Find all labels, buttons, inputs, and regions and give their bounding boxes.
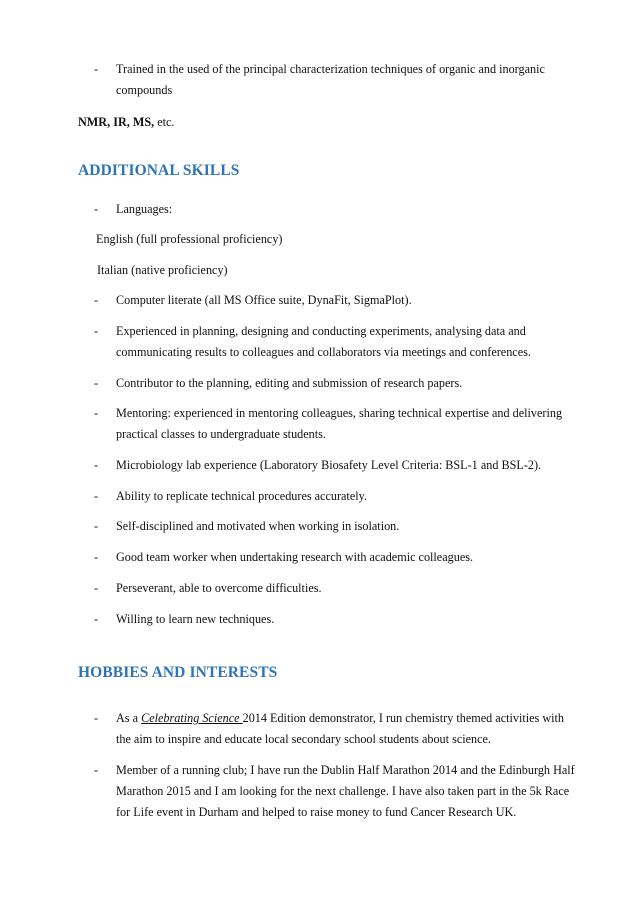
languages-label: Languages:: [116, 202, 173, 216]
section-heading-additional-skills: ADDITIONAL SKILLS: [78, 162, 240, 179]
bullet-dash: -: [94, 324, 99, 338]
bullet-dash: -: [94, 489, 99, 503]
skill-item: Ability to replicate technical procedures accurately.: [116, 489, 367, 503]
bullet-dash: -: [94, 711, 99, 725]
skill-item: Good team worker when undertaking research with academic colleagues.: [116, 550, 474, 564]
skill-item: Perseverant, able to overcome difficulties.: [116, 581, 322, 595]
bullet-dash: -: [94, 202, 99, 216]
bullet-dash: -: [94, 519, 99, 533]
techniques-rest: etc.: [154, 115, 175, 129]
skill-item-cont: communicating results to colleagues and collaborators via meetings and conferences.: [116, 345, 531, 359]
celebrating-science-link[interactable]: Celebrating Science: [141, 711, 243, 725]
skill-item: Experienced in planning, designing and conducting experiments, analysing data and: [116, 324, 526, 338]
skill-item: Computer literate (all MS Office suite, DynaFit, SigmaPlot).: [116, 293, 412, 307]
techniques-line: [78, 115, 174, 130]
skill-item: Mentoring: experienced in mentoring colleagues, sharing technical expertise and delivering: [116, 406, 563, 420]
bullet-dash: -: [94, 763, 99, 777]
skill-item-characterization-cont: compounds: [116, 83, 173, 97]
skill-item: Willing to learn new techniques.: [116, 612, 275, 626]
techniques-bold: NMR, IR, MS,: [78, 115, 155, 129]
hobby-item-cont: for Life event in Durham and helped to raise money to fund Cancer Research UK.: [116, 805, 517, 819]
bullet-dash: -: [94, 376, 99, 390]
bullet-dash: -: [94, 612, 99, 626]
bullet-dash: -: [94, 550, 99, 564]
hobby-rest: 2014 Edition demonstrator, I run chemistry themed activities with: [242, 711, 564, 725]
bullet-dash: -: [94, 406, 99, 420]
hobby-prefix: As a: [116, 711, 142, 725]
skill-item: Self-disciplined and motivated when working in isolation.: [116, 519, 400, 533]
hobby-item-cont: the aim to inspire and educate local secondary school students about science.: [116, 732, 491, 746]
language-english: English (full professional proficiency): [96, 232, 283, 246]
bullet-dash: -: [94, 62, 99, 76]
bullet-dash: -: [94, 293, 99, 307]
bullet-dash: -: [94, 458, 99, 472]
hobby-item-running: Member of a running club; I have run the Dublin Half Marathon 2014 and the Edinburgh Half: [116, 763, 575, 777]
skill-item-cont: practical classes to undergraduate students.: [116, 427, 326, 441]
bullet-dash: -: [94, 581, 99, 595]
skill-item: Microbiology lab experience (Laboratory Biosafety Level Criteria: BSL-1 and BSL-2).: [116, 458, 542, 472]
section-heading-hobbies: HOBBIES AND INTERESTS: [78, 664, 278, 681]
hobby-item-celebrating-science: [116, 711, 564, 726]
skill-item-characterization: Trained in the used of the principal characterization techniques of organic and inorganic: [116, 62, 545, 76]
hobby-item-cont: Marathon 2015 and I am looking for the next challenge. I have also taken part in the 5k Race: [116, 784, 570, 798]
skill-item: Contributor to the planning, editing and submission of research papers.: [116, 376, 463, 390]
language-italian: Italian (native proficiency): [97, 263, 228, 277]
